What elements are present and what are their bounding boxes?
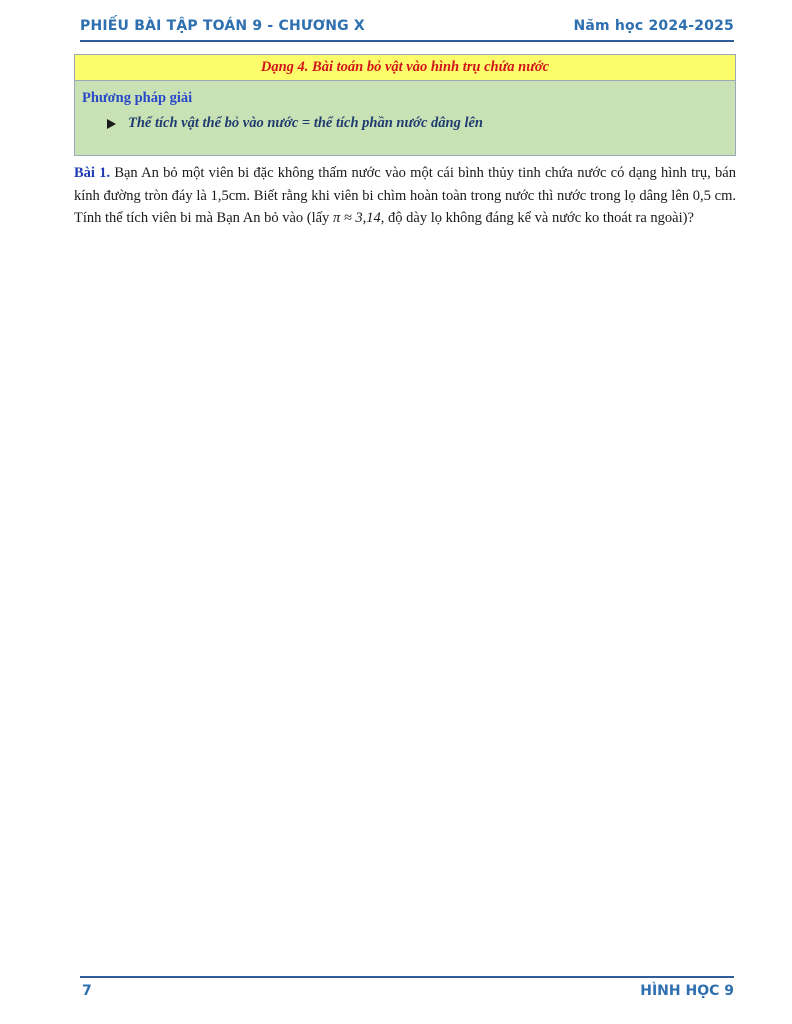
section-title: Dạng 4. Bài toán bỏ vật vào hình trụ chứa nước — [75, 55, 735, 81]
problem-label: Bài 1. — [74, 165, 111, 181]
pi-approximation: π ≈ 3,14 — [332, 210, 381, 226]
page-number: 7 — [82, 983, 92, 999]
footer-subject: HÌNH HỌC 9 — [640, 983, 734, 999]
header-title: PHIẾU BÀI TẬP TOÁN 9 - CHƯƠNG X — [80, 18, 365, 34]
method-box — [74, 54, 736, 156]
method-label: Phương pháp giải — [82, 90, 193, 106]
method-body — [75, 81, 735, 155]
method-bullet — [107, 115, 483, 132]
problem-text-part-2: , độ dày lọ không đáng kể và nước ko thoát ra ngoài)? — [380, 210, 694, 226]
problem-text-part-1: Bạn An bỏ một viên bi đặc không thấm nước vào một cái bình thủy tinh chứa nước có dạng hình trụ, bán kính đường tròn đáy là 1,5cm. Biết rằng khi viên bi chìm hoàn toàn trong nước thì nước trong lọ dâng lên 0,5 cm. Tính thể tích viên bi mà Bạn An bỏ vào (lấy — [74, 165, 736, 226]
problem-1 — [74, 162, 736, 230]
page-footer — [80, 976, 734, 1006]
header-school-year: Năm học 2024-2025 — [573, 18, 734, 34]
page-header — [80, 18, 734, 42]
arrow-bullet-icon — [107, 119, 116, 129]
method-bullet-text: Thể tích vật thể bỏ vào nước = thể tích phần nước dâng lên — [128, 115, 483, 131]
